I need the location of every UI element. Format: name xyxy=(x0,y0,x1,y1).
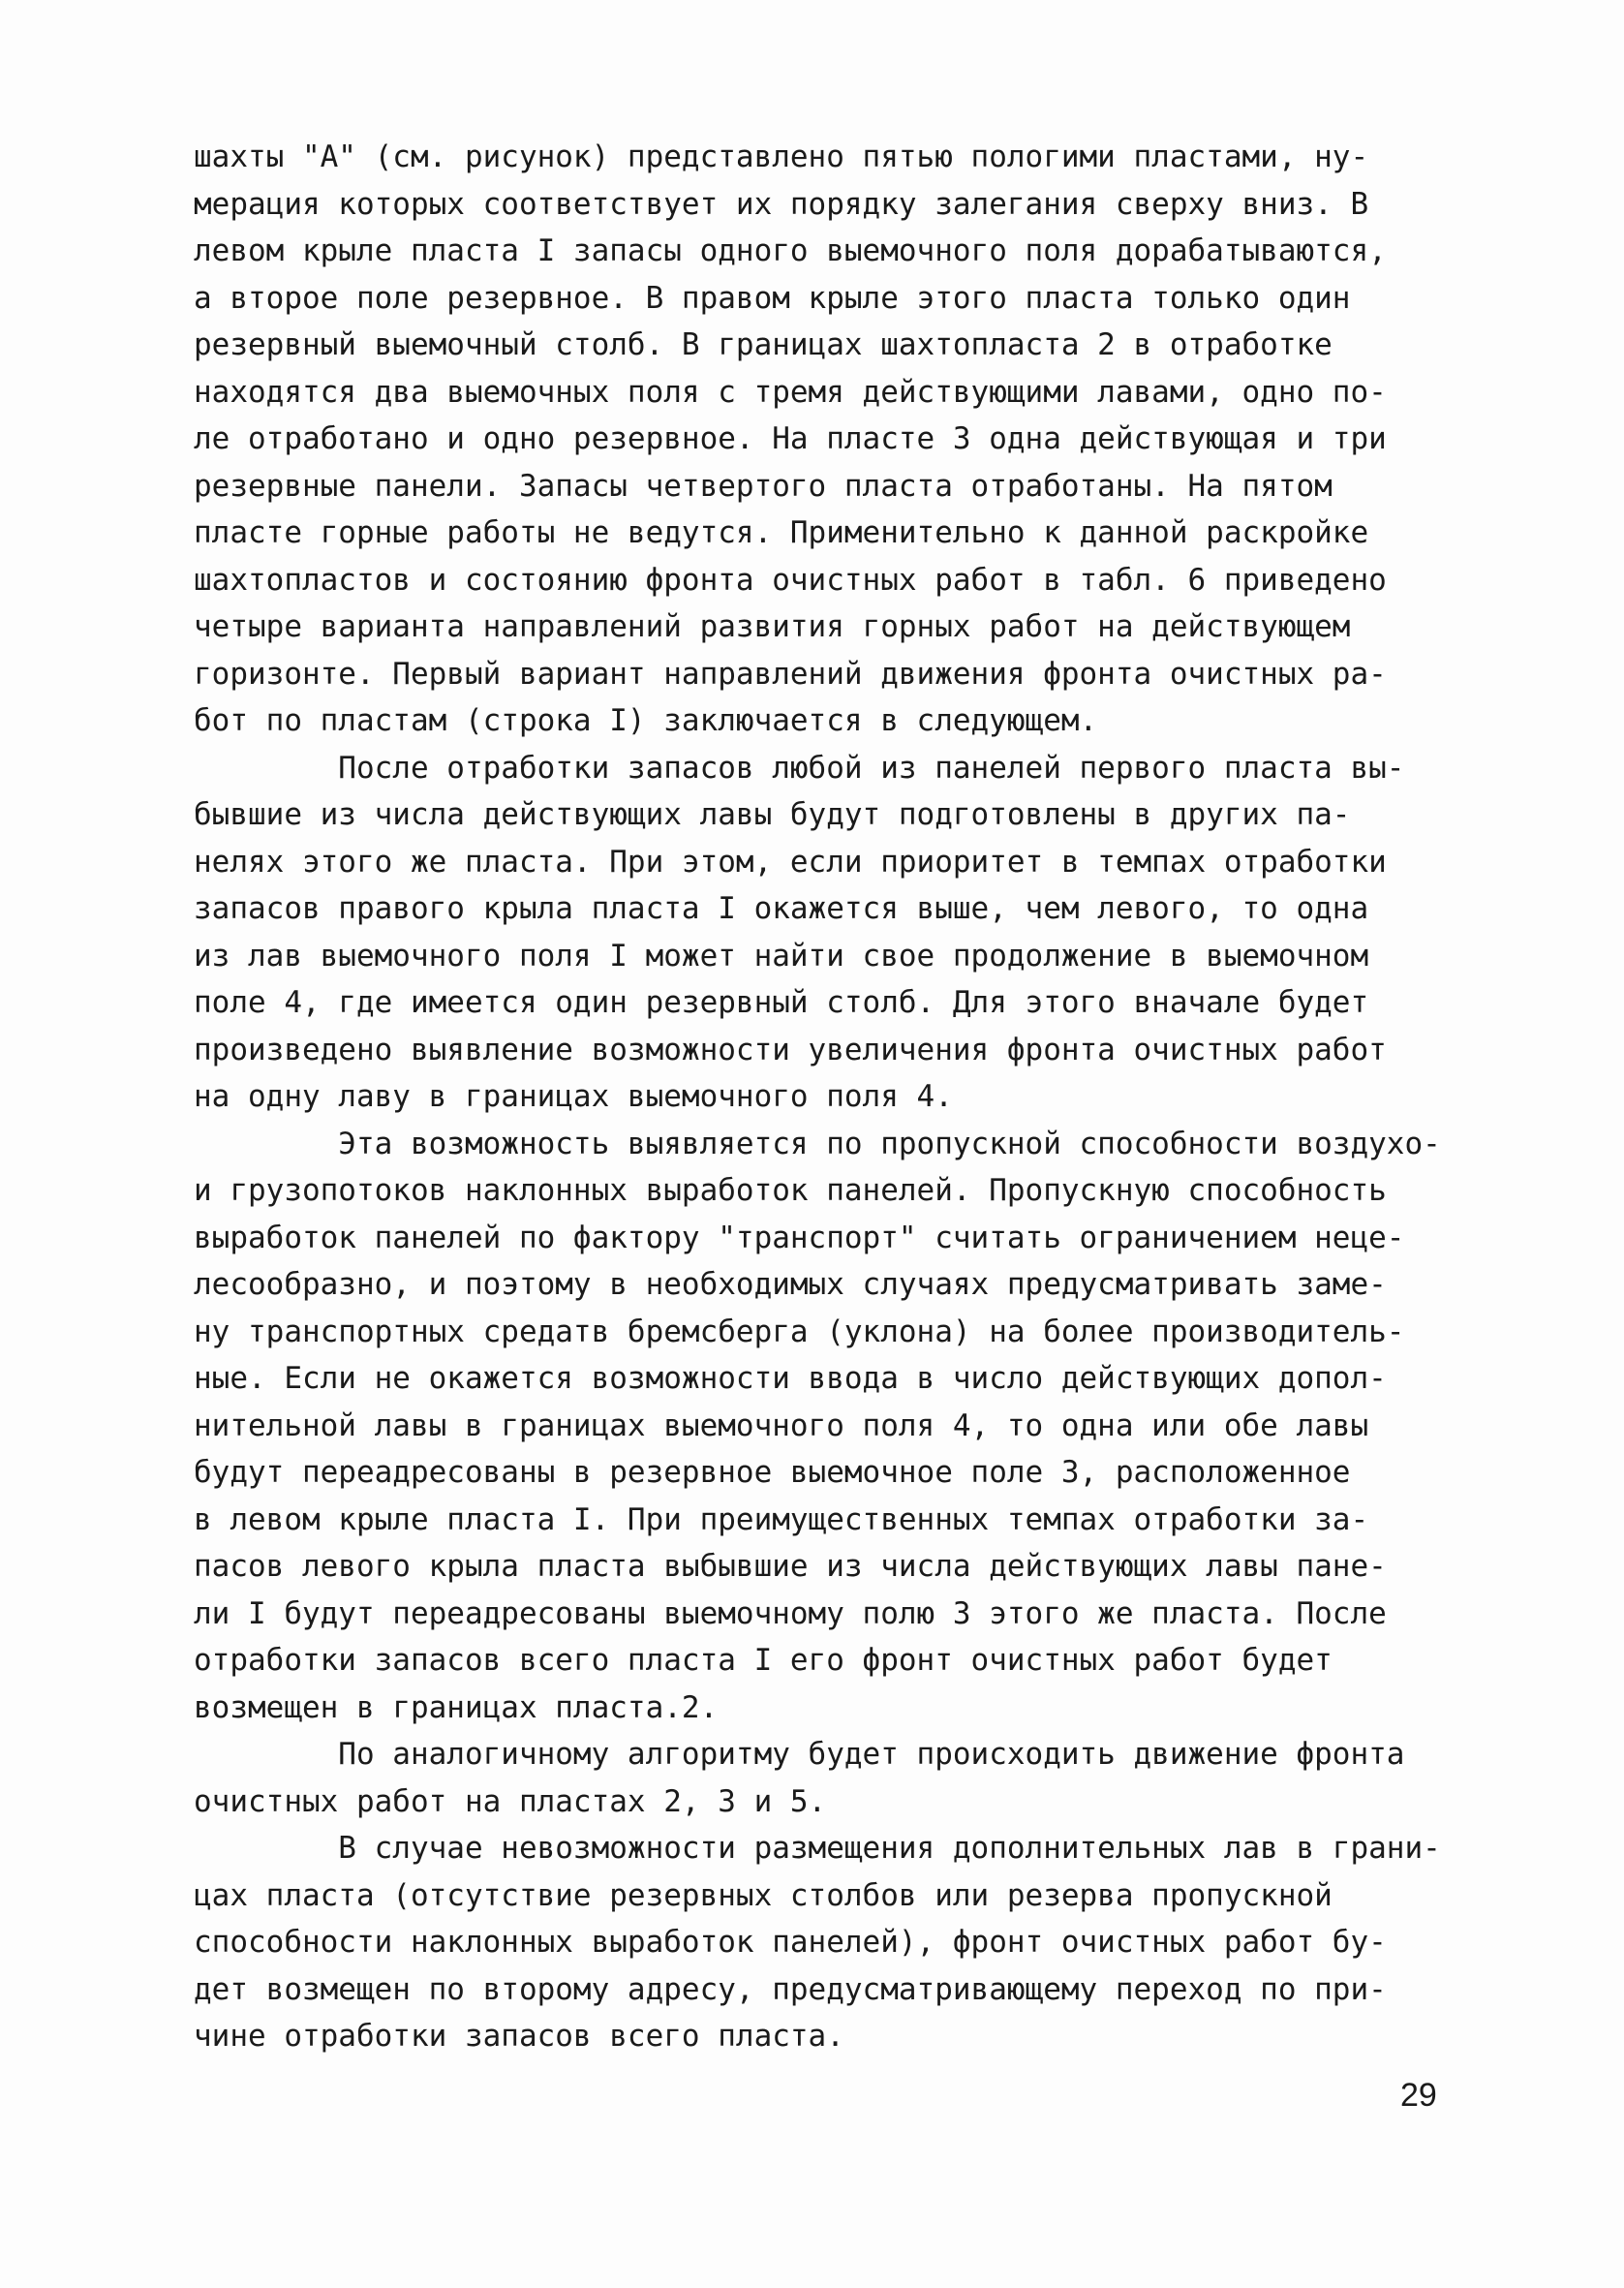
text-line: выработок панелей по фактору "транспорт" считать ограничением неце- xyxy=(194,1220,1405,1255)
text-line: ну транспортных средатв бремсберга (уклона) на более производитель- xyxy=(194,1314,1405,1349)
text-line: на одну лаву в границах выемочного поля 4. xyxy=(194,1079,953,1114)
text-line: После отработки запасов любой из панелей первого пласта вы- xyxy=(194,750,1405,786)
text-line: Эта возможность выявляется по пропускной способности воздухо- xyxy=(194,1126,1441,1161)
text-line: нелях этого же пласта. При этом, если приоритет в темпах отработки xyxy=(194,844,1387,880)
text-line: произведено выявление возможности увеличения фронта очистных работ xyxy=(194,1032,1387,1067)
text-line: будут переадресованы в резервное выемочное поле 3, расположенное xyxy=(194,1455,1351,1490)
text-line: ные. Если не окажется возможности ввода в число действующих допол- xyxy=(194,1361,1387,1396)
text-line: четыре варианта направлений развития горных работ на действующем xyxy=(194,609,1351,644)
text-line: поле 4, где имеется один резервный столб. Для этого вначале будет xyxy=(194,985,1369,1020)
text-line: цах пласта (отсутствие резервных столбов или резерва пропускной xyxy=(194,1877,1333,1913)
text-line: нительной лавы в границах выемочного поля 4, то одна или обе лавы xyxy=(194,1407,1369,1443)
text-line: бывшие из числа действующих лавы будут подготовлены в других па- xyxy=(194,797,1351,832)
text-line: резервный выемочный столб. В границах шахтопласта 2 в отработке xyxy=(194,327,1333,362)
page-number: 29 xyxy=(1400,2077,1437,2114)
text-line: пасов левого крыла пласта выбывшие из числа действующих лавы пане- xyxy=(194,1549,1387,1584)
text-line: лесообразно, и поэтому в необходимых случаях предусматривать заме- xyxy=(194,1267,1387,1302)
text-line: а второе поле резервное. В правом крыле этого пласта только один xyxy=(194,280,1351,316)
text-line: бот по пластам (строка I) заключается в следующем. xyxy=(194,703,1098,738)
text-line: ли I будут переадресованы выемочному полю 3 этого же пласта. После xyxy=(194,1595,1387,1631)
text-line: чине отработки запасов всего пласта. xyxy=(194,2019,844,2054)
text-line: и грузопотоков наклонных выработок панелей. Пропускную способность xyxy=(194,1173,1387,1208)
text-line: находятся два выемочных поля с тремя действующими лавами, одно по- xyxy=(194,374,1387,410)
text-line: отработки запасов всего пласта I его фронт очистных работ будет xyxy=(194,1643,1333,1678)
text-line: возмещен в границах пласта.2. xyxy=(194,1689,719,1725)
text-line: По аналогичному алгоритму будет происходить движение фронта xyxy=(194,1737,1405,1772)
text-line: резервные панели. Запасы четвертого пласта отработаны. На пятом xyxy=(194,468,1333,504)
body-text xyxy=(194,134,1491,2060)
text-line: дет возмещен по второму адресу, предусматривающему переход по при- xyxy=(194,1971,1387,2007)
text-line: очистных работ на пластах 2, 3 и 5. xyxy=(194,1783,827,1819)
text-line: левом крыле пласта I запасы одного выемочного поля дорабатываются, xyxy=(194,233,1387,268)
text-line: шахтопластов и состоянию фронта очистных работ в табл. 6 приведено xyxy=(194,562,1387,598)
text-line: ле отработано и одно резервное. На пласте 3 одна действующая и три xyxy=(194,421,1387,456)
text-line: в левом крыле пласта I. При преимущественных темпах отработки за- xyxy=(194,1501,1369,1537)
text-line: пласте горные работы не ведутся. Применительно к данной раскройке xyxy=(194,515,1369,550)
text-line: горизонте. Первый вариант направлений движения фронта очистных ра- xyxy=(194,656,1387,692)
text-line: запасов правого крыла пласта I окажется выше, чем левого, то одна xyxy=(194,891,1369,926)
text-line: мерация которых соответствует их порядку залегания сверху вниз. В xyxy=(194,186,1369,222)
text-line: шахты "А" (см. рисунок) представлено пятью пологими пластами, ну- xyxy=(194,139,1369,174)
text-line: В случае невозможности размещения дополнительных лав в грани- xyxy=(194,1831,1441,1866)
text-line: способности наклонных выработок панелей), фронт очистных работ бу- xyxy=(194,1925,1387,1960)
text-line: из лав выемочного поля I может найти свое продолжение в выемочном xyxy=(194,938,1369,974)
